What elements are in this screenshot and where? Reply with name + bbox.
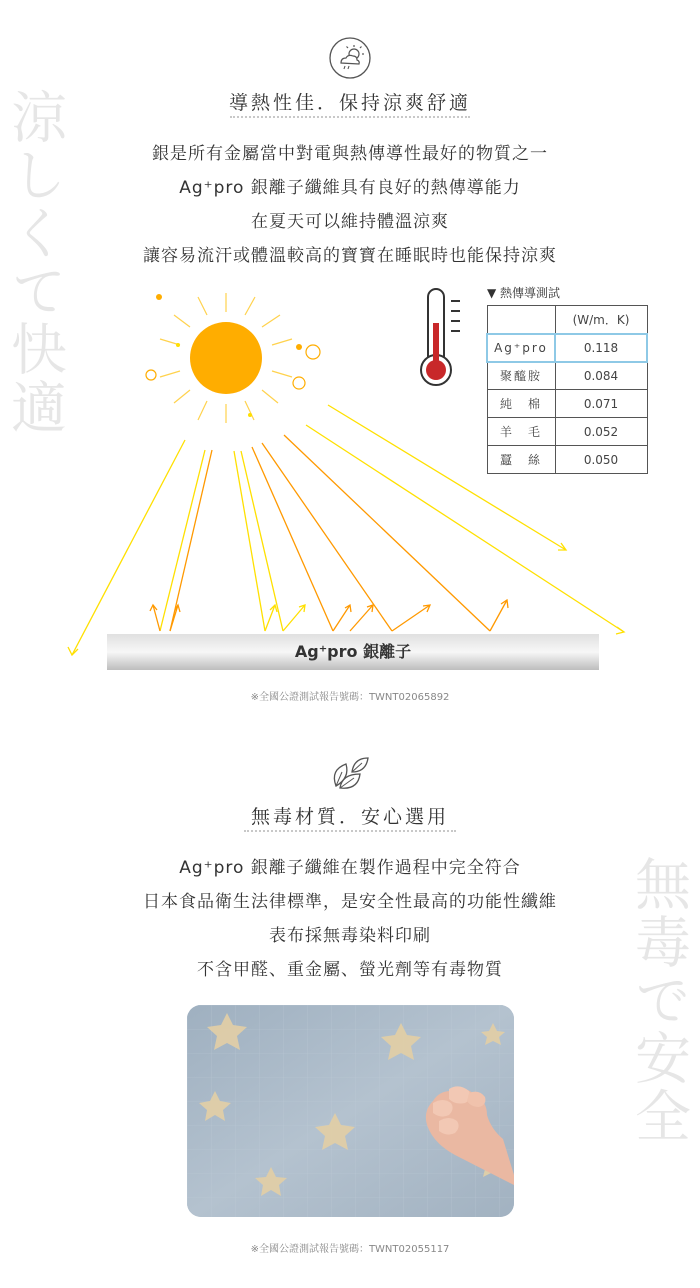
thermometer-icon: [421, 289, 460, 385]
side-text-safe: 無毒で安全: [626, 855, 691, 1145]
cooling-description: [0, 137, 700, 273]
material-value: 0.050: [555, 446, 647, 474]
section-title-cooling: 導熱性佳．保持涼爽舒適: [228, 92, 471, 114]
material-value: 0.071: [555, 390, 647, 418]
product-photo: [187, 1005, 514, 1217]
conductivity-table: [486, 305, 648, 474]
material-name: Ag⁺pro: [487, 334, 555, 362]
leaf-icon: [328, 750, 372, 794]
description-line: 在夏天可以維持體溫涼爽: [251, 212, 449, 232]
test-report-note: ※全國公證測試報告號碼：TWNT02055117: [250, 1244, 450, 1255]
table-row: [487, 446, 647, 474]
title-divider: [230, 116, 470, 120]
table-row: [487, 390, 647, 418]
description-line: 讓容易流汗或體溫較高的寶寶在睡眠時也能保持涼爽: [143, 246, 557, 266]
table-caption: ▼ 熱傳導測試: [487, 286, 561, 300]
material-name: 純 棉: [487, 390, 555, 418]
table-row: [487, 418, 647, 446]
table-header-row: [487, 306, 647, 334]
material-name: 蠶 絲: [487, 446, 555, 474]
description-line: Ag⁺pro 銀離子纖維具有良好的熱傳導能力: [179, 178, 521, 198]
material-name: 聚醯胺: [487, 362, 555, 390]
material-value: 0.118: [555, 334, 647, 362]
material-value: 0.052: [555, 418, 647, 446]
section-title-safety: 無毒材質．安心選用: [250, 806, 449, 828]
test-report-note: ※全國公證測試報告號碼：TWNT02065892: [250, 692, 450, 703]
description-line: Ag⁺pro 銀離子纖維在製作過程中完全符合: [179, 858, 521, 878]
description-line: 不含甲醛、重金屬、螢光劑等有毒物質: [197, 960, 503, 980]
side-text-cool: 涼しくて快適: [2, 88, 67, 436]
material-name: 羊 毛: [487, 418, 555, 446]
title-divider: [244, 830, 456, 834]
sun-icon: [146, 293, 320, 423]
description-line: 日本食品衛生法律標準，是安全性最高的功能性纖維: [143, 892, 557, 912]
safety-description: [0, 851, 700, 987]
table-row: [487, 334, 647, 362]
description-line: 銀是所有金屬當中對電與熱傳導性最好的物質之一: [152, 144, 548, 164]
table-header-unit: (W/m．K): [555, 306, 647, 334]
description-line: 表布採無毒染料印刷: [269, 926, 431, 946]
silver-ion-layer-label: Ag⁺pro 銀離子: [294, 642, 412, 661]
table-header-blank: [487, 306, 555, 334]
material-value: 0.084: [555, 362, 647, 390]
table-row: [487, 362, 647, 390]
sun-cloud-icon: [328, 36, 372, 80]
